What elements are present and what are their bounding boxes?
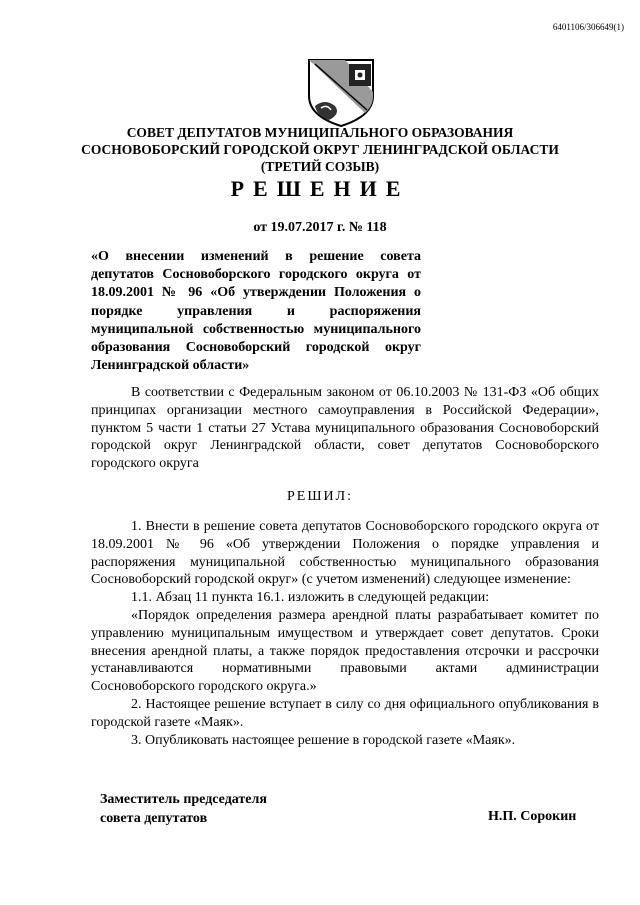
position-line-1: Заместитель председателя	[100, 792, 267, 807]
decision-date-number: от 19.07.2017 г. № 118	[253, 220, 387, 235]
item-1: 1. Внести в решение совета депутатов Сосновоборского городского округа от 18.09.2001 № 96 «Об утверждении Положения о порядке управления и распоряжения муниципальной собственностью муниципального образования Сосновоборский городской округ» (с учетом изменений) следующее изменение:	[91, 519, 599, 588]
decision-items	[91, 518, 599, 749]
preamble	[91, 384, 599, 473]
coat-of-arms-emblem	[305, 58, 377, 128]
decision-subject	[91, 248, 421, 375]
document-title: РЕШЕНИЕ	[230, 176, 410, 201]
item-1-1: 1.1. Абзац 11 пункта 16.1. изложить в следующей редакции:	[131, 590, 490, 606]
org-line-3: (ТРЕТИЙ СОЗЫВ)	[260, 159, 380, 174]
document-code: 6401106/306649(1)	[552, 22, 624, 32]
position-line-2: совета депутатов	[100, 811, 208, 826]
signatory-position	[100, 790, 267, 828]
item-3: 3. Опубликовать настоящее решение в городской газете «Маяк».	[131, 732, 516, 748]
decided-heading: РЕШИЛ:	[287, 489, 353, 504]
org-line-1: СОВЕТ ДЕПУТАТОВ МУНИЦИПАЛЬНОГО ОБРАЗОВАНИЯ	[126, 125, 514, 140]
signatory-name: Н.П. Сорокин	[488, 809, 577, 824]
item-2: 2. Настоящее решение вступает в силу со дня официального опубликования в городской газете «Маяк».	[91, 696, 599, 730]
preamble-text: В соответствии с Федеральным законом от 06.10.2003 № 131-ФЗ «Об общих принципах организации местного самоуправления в Российской Федерации», пунктом 5 части 1 статьи 27 Устава муниципального образования Сосновоборский городской округ Ленинградской области, совет депутатов Сосновоборского городского округа	[91, 385, 599, 472]
subject-text: «О внесении изменений в решение совета депутатов Сосновоборского городского округа от 18.09.2001 № 96 «Об утверждении Положения о порядке управления и распоряжения муниципальной собственностью муниципального образования Сосновоборский городской округ Ленинградской области»	[91, 249, 421, 374]
org-line-2: СОСНОВОБОРСКИЙ ГОРОДСКОЙ ОКРУГ ЛЕНИНГРАДСКОЙ ОБЛАСТИ	[81, 142, 559, 157]
item-1-1-quote: «Порядок определения размера арендной платы разрабатывает комитет по управлению муниципальным имуществом и утверждает совет депутатов. Сроки внесения арендной платы, а также порядок предоставления отсрочки и рассрочки устанавливаются нормативными правовыми актами администрации Сосновоборского городского округа.»	[91, 607, 599, 695]
organization-header	[0, 124, 640, 175]
